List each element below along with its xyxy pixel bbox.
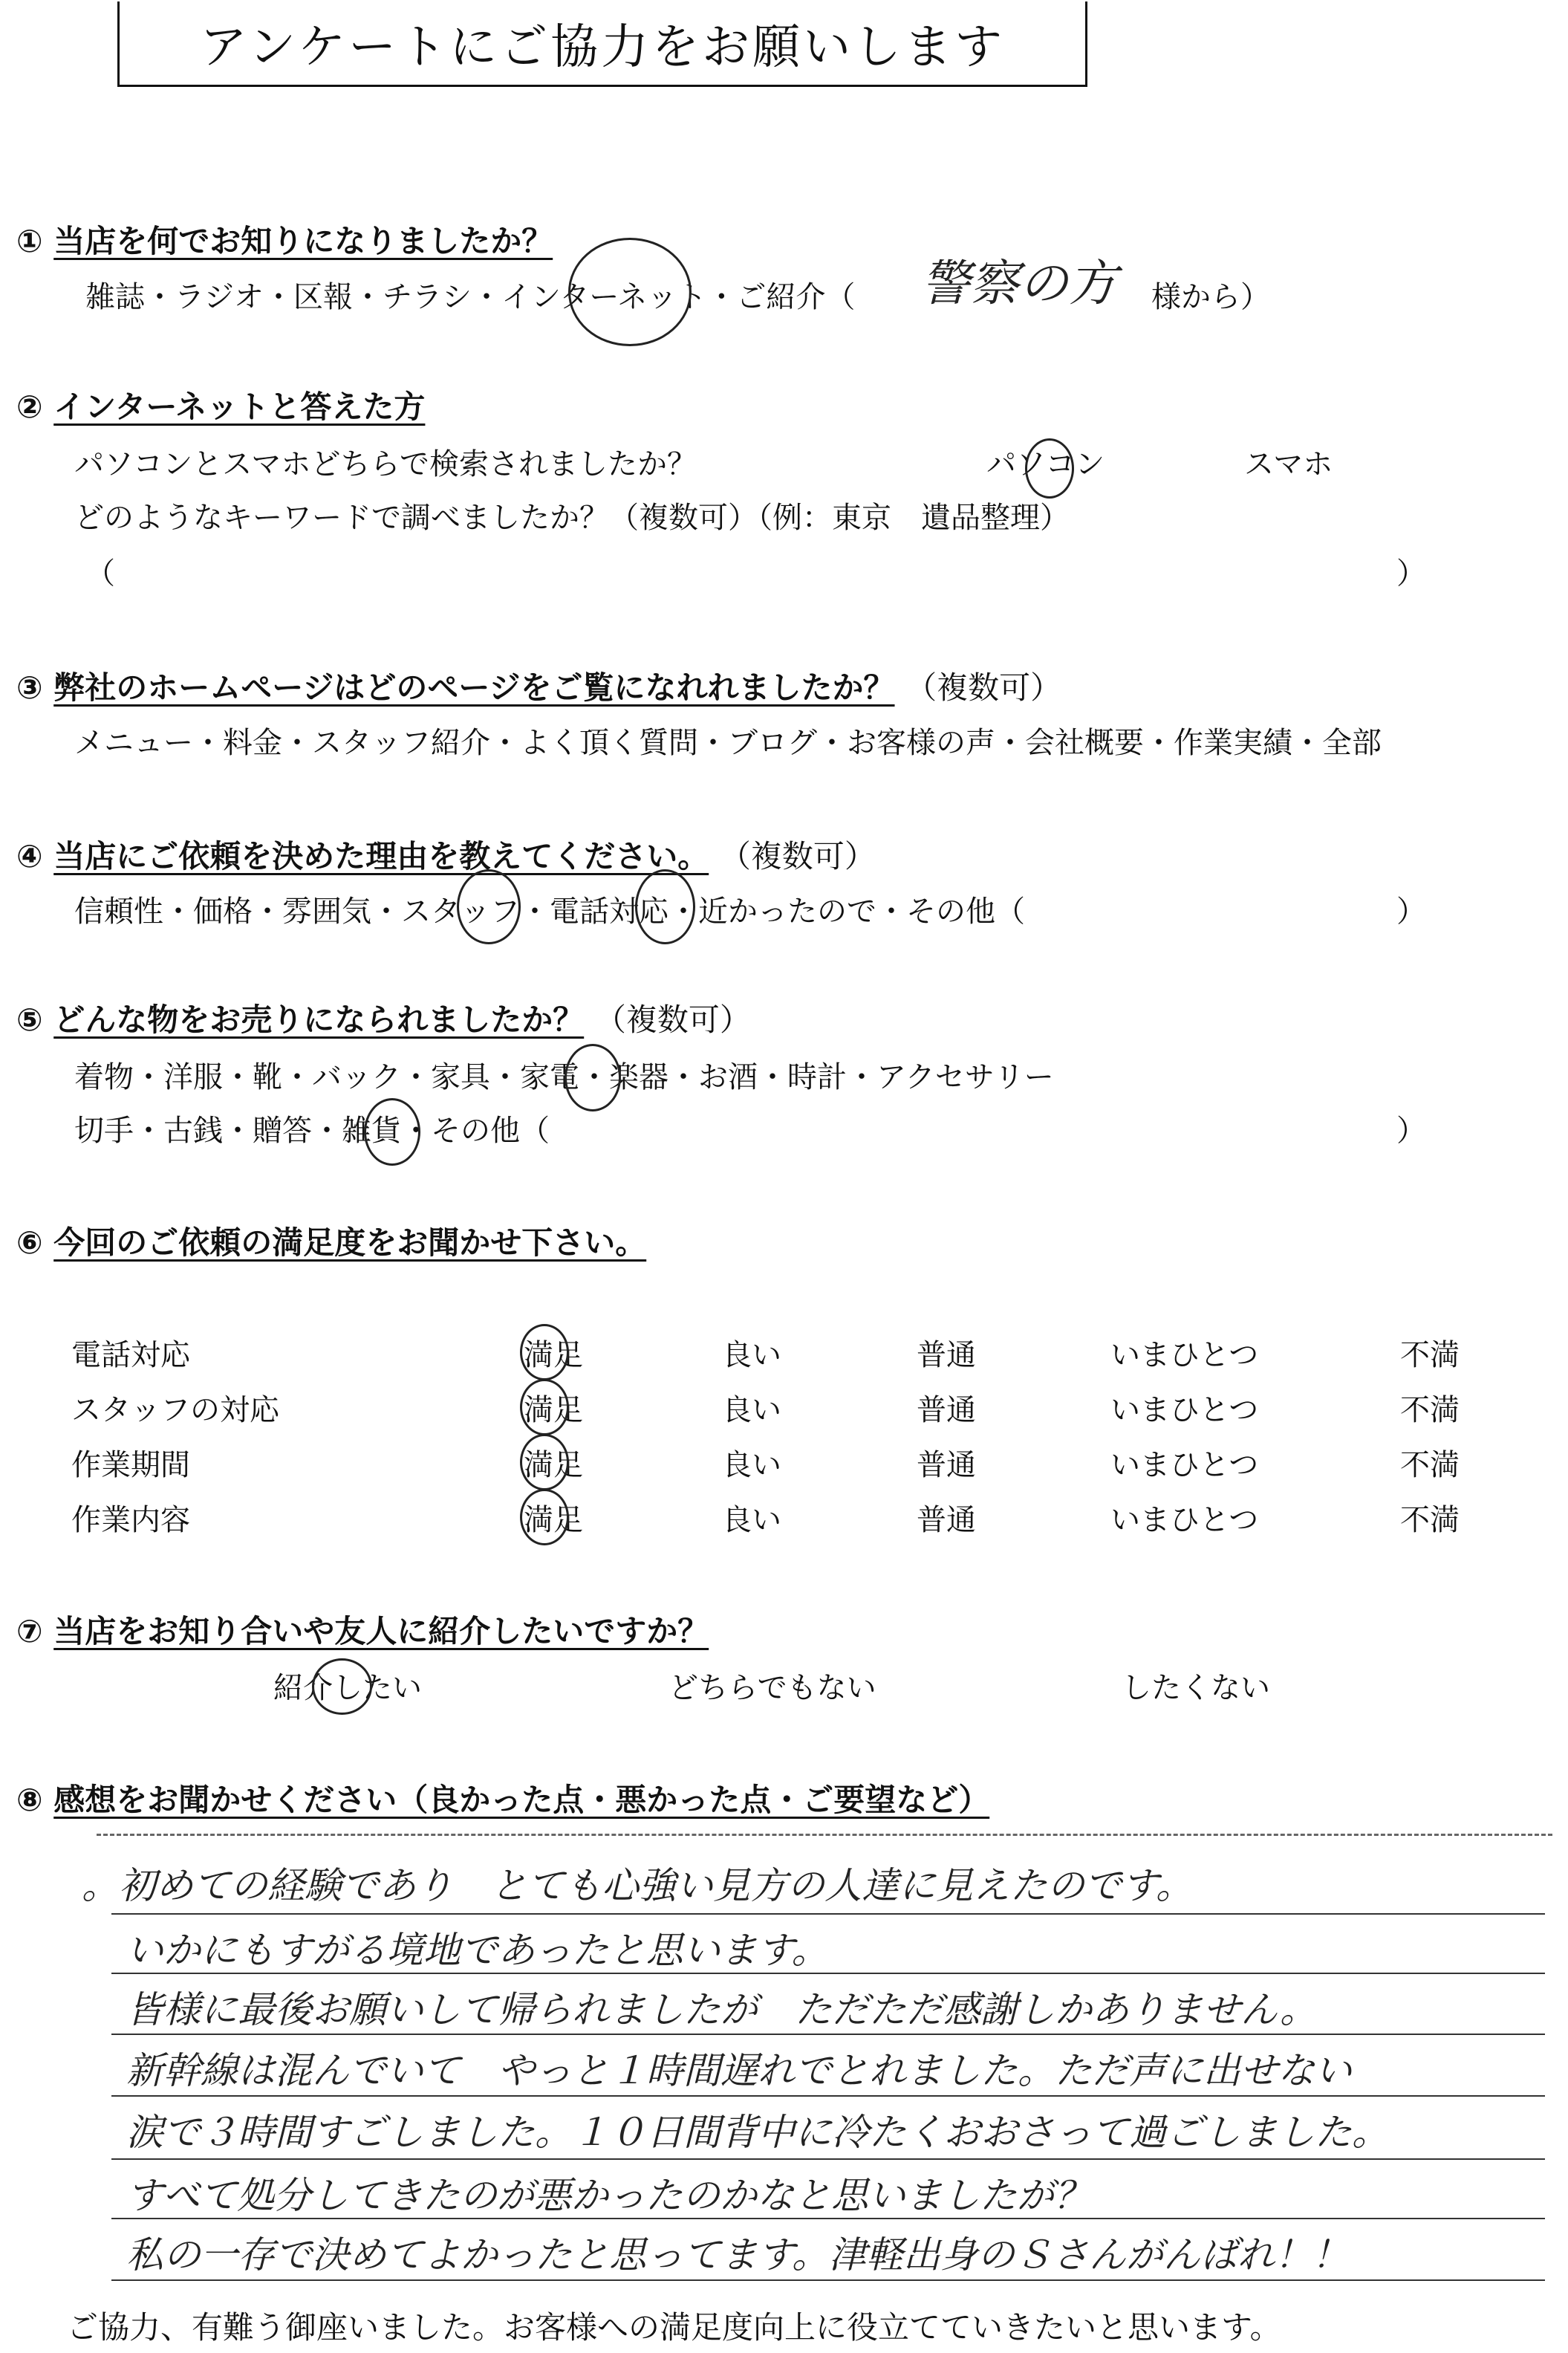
q2-paren-open: （ — [85, 556, 115, 591]
q6-rating-option[interactable]: いまひとつ — [1110, 1338, 1259, 1372]
q1-suffix: 様から） — [1151, 280, 1270, 314]
q6-rating-option[interactable]: 満足 — [524, 1338, 583, 1372]
comment-line: 。初めての経験であり とても心強い見方の人達に見えたのです。 — [82, 1864, 1193, 1907]
q6-rating-option[interactable]: 満足 — [524, 1448, 583, 1482]
question-note: （複数可） — [905, 669, 1062, 706]
question-number: ⑦ — [16, 1613, 43, 1649]
q6-row-label: 作業内容 — [71, 1503, 190, 1537]
selection-circle — [520, 1434, 569, 1490]
q6-rating-option[interactable]: 普通 — [917, 1393, 976, 1427]
q6-rating-option[interactable]: いまひとつ — [1110, 1448, 1259, 1482]
q6-row-label: 電話対応 — [71, 1338, 190, 1372]
comment-line: いかにもすがる境地であったと思います。 — [126, 1929, 829, 1972]
q6-rating-option[interactable]: いまひとつ — [1110, 1503, 1259, 1537]
q5-options-line1[interactable]: 着物・洋服・靴・バック・家具・家電・楽器・お酒・時計・アクセサリー — [74, 1060, 1054, 1094]
question-3 — [16, 663, 1061, 708]
q6-row-label: スタッフの対応 — [71, 1393, 279, 1427]
question-text: 弊社のホームページはどのページをご覧になれれましたか？ — [53, 669, 895, 706]
q2-keyword-answer-field[interactable] — [130, 554, 1385, 591]
question-number: ④ — [16, 838, 43, 874]
selection-circle — [1025, 438, 1074, 499]
q6-rating-option[interactable]: 満足 — [524, 1503, 583, 1537]
q4-options[interactable]: 信頼性・価格・雰囲気・スタッフ・電話対応・近かったので・その他（ — [74, 895, 1025, 929]
question-5 — [16, 996, 751, 1040]
q6-rating-option[interactable]: 不満 — [1400, 1448, 1460, 1482]
q6-rating-option[interactable]: 良い — [722, 1448, 781, 1482]
question-number: ⑥ — [16, 1224, 43, 1261]
question-text: どんな物をお売りになられましたか？ — [53, 1002, 585, 1038]
q6-rating-option[interactable]: 不満 — [1400, 1503, 1460, 1537]
question-number: ③ — [16, 669, 43, 706]
ruled-line — [111, 1973, 1545, 1974]
q2-option-phone[interactable]: スマホ — [1244, 447, 1333, 481]
q6-rating-option[interactable]: 普通 — [917, 1448, 976, 1482]
selection-circle — [565, 1044, 621, 1111]
q7-option-recommend[interactable]: 紹介したい — [273, 1671, 422, 1705]
selection-circle — [520, 1489, 569, 1545]
q1-option-list[interactable]: 雑誌・ラジオ・区報・チラシ・インターネット・ご紹介（ — [85, 280, 856, 314]
question-6 — [16, 1218, 646, 1263]
question-text: 当店にご依頼を決めた理由を教えてください。 — [53, 838, 709, 874]
q2-paren-close: ） — [1396, 556, 1426, 591]
q6-rating-option[interactable]: 良い — [722, 1503, 781, 1537]
question-2 — [16, 383, 425, 427]
question-number: ⑤ — [16, 1002, 43, 1038]
selection-circle — [457, 869, 521, 944]
q7-option-neutral[interactable]: どちらでもない — [668, 1671, 876, 1705]
q6-row-label: 作業期間 — [71, 1448, 190, 1482]
selection-circle — [364, 1098, 420, 1166]
ruled-line — [111, 2279, 1545, 2281]
q7-option-not-recommend[interactable]: したくない — [1122, 1671, 1270, 1705]
question-number: ② — [16, 389, 43, 425]
question-text: 当店を何でお知りになりましたか？ — [53, 223, 553, 259]
q6-rating-option[interactable]: 不満 — [1400, 1338, 1460, 1372]
footer-thanks: ご協力、有難う御座いました。お客様への満足度向上に役立てていきたいと思います。 — [67, 2309, 1281, 2346]
ruled-line — [111, 2095, 1545, 2097]
selection-circle — [635, 869, 695, 944]
comment-line: 私の一存で決めてよかったと思ってます。津軽出身のＳさんがんばれ！！ — [126, 2233, 1349, 2276]
question-text: インターネットと答えた方 — [53, 389, 426, 425]
survey-title: アンケートにご協力をお願いします — [117, 1, 1087, 87]
question-4 — [16, 832, 876, 877]
comment-line: 新幹線は混んでいて やっと１時間遅れでとれました。ただ声に出せない — [126, 2049, 1352, 2092]
q6-rating-option[interactable]: 普通 — [917, 1338, 976, 1372]
q1-handwritten-source: 警察の方 — [921, 255, 1117, 312]
q3-options[interactable]: メニュー・料金・スタッフ紹介・よく頂く質問・ブログ・お客様の声・会社概要・作業実績・全部 — [74, 726, 1382, 760]
selection-circle — [568, 238, 692, 346]
q5-paren-close: ） — [1396, 1114, 1426, 1148]
comment-line: 涙で３時間すごしました。１０日間背中に冷たくおおさって過ごしました。 — [126, 2111, 1389, 2154]
question-7 — [16, 1607, 709, 1652]
q4-paren-close: ） — [1396, 895, 1426, 929]
comment-line: 皆様に最後お願いして帰られましたが ただただ感謝しかありません。 — [126, 1988, 1317, 2031]
q6-rating-option[interactable]: 満足 — [524, 1393, 583, 1427]
question-1 — [16, 217, 553, 262]
q6-rating-option[interactable]: 良い — [722, 1393, 781, 1427]
question-note: （複数可） — [594, 1002, 751, 1038]
q6-rating-option[interactable]: いまひとつ — [1110, 1393, 1259, 1427]
q2-keyword-question: どのようなキーワードで調べましたか？（複数可）（例：東京 遺品整理） — [74, 501, 1070, 535]
question-note: （複数可） — [719, 838, 876, 874]
selection-circle — [520, 1379, 569, 1435]
question-text: 今回のご依頼の満足度をお聞かせ下さい。 — [53, 1224, 647, 1261]
q6-rating-option[interactable]: 普通 — [917, 1503, 976, 1537]
question-8 — [16, 1776, 989, 1820]
question-number: ⑧ — [16, 1782, 43, 1818]
ruled-line — [111, 2218, 1545, 2219]
selection-circle — [312, 1658, 372, 1715]
ruled-line — [111, 2158, 1545, 2160]
q1-options — [85, 273, 855, 316]
comment-line: すべて処分してきたのが悪かったのかなと思いましたが？ — [126, 2174, 1091, 2217]
question-number: ① — [16, 223, 43, 259]
selection-circle — [520, 1324, 569, 1380]
question-text: 感想をお聞かせください（良かった点・悪かった点・ご要望など） — [53, 1782, 990, 1818]
q6-rating-option[interactable]: 良い — [722, 1338, 781, 1372]
cut-line-divider — [97, 1834, 1552, 1836]
q2-option-pc[interactable]: パソコン — [986, 447, 1105, 481]
ruled-line — [111, 1913, 1545, 1915]
ruled-line — [111, 2034, 1545, 2035]
q2-device-question: パソコンとスマホどちらで検索されましたか？ — [74, 447, 697, 481]
question-text: 当店をお知り合いや友人に紹介したいですか？ — [53, 1613, 709, 1649]
q5-options-line2[interactable]: 切手・古銭・贈答・雑貨・その他（ — [74, 1114, 550, 1148]
q6-rating-option[interactable]: 不満 — [1400, 1393, 1460, 1427]
